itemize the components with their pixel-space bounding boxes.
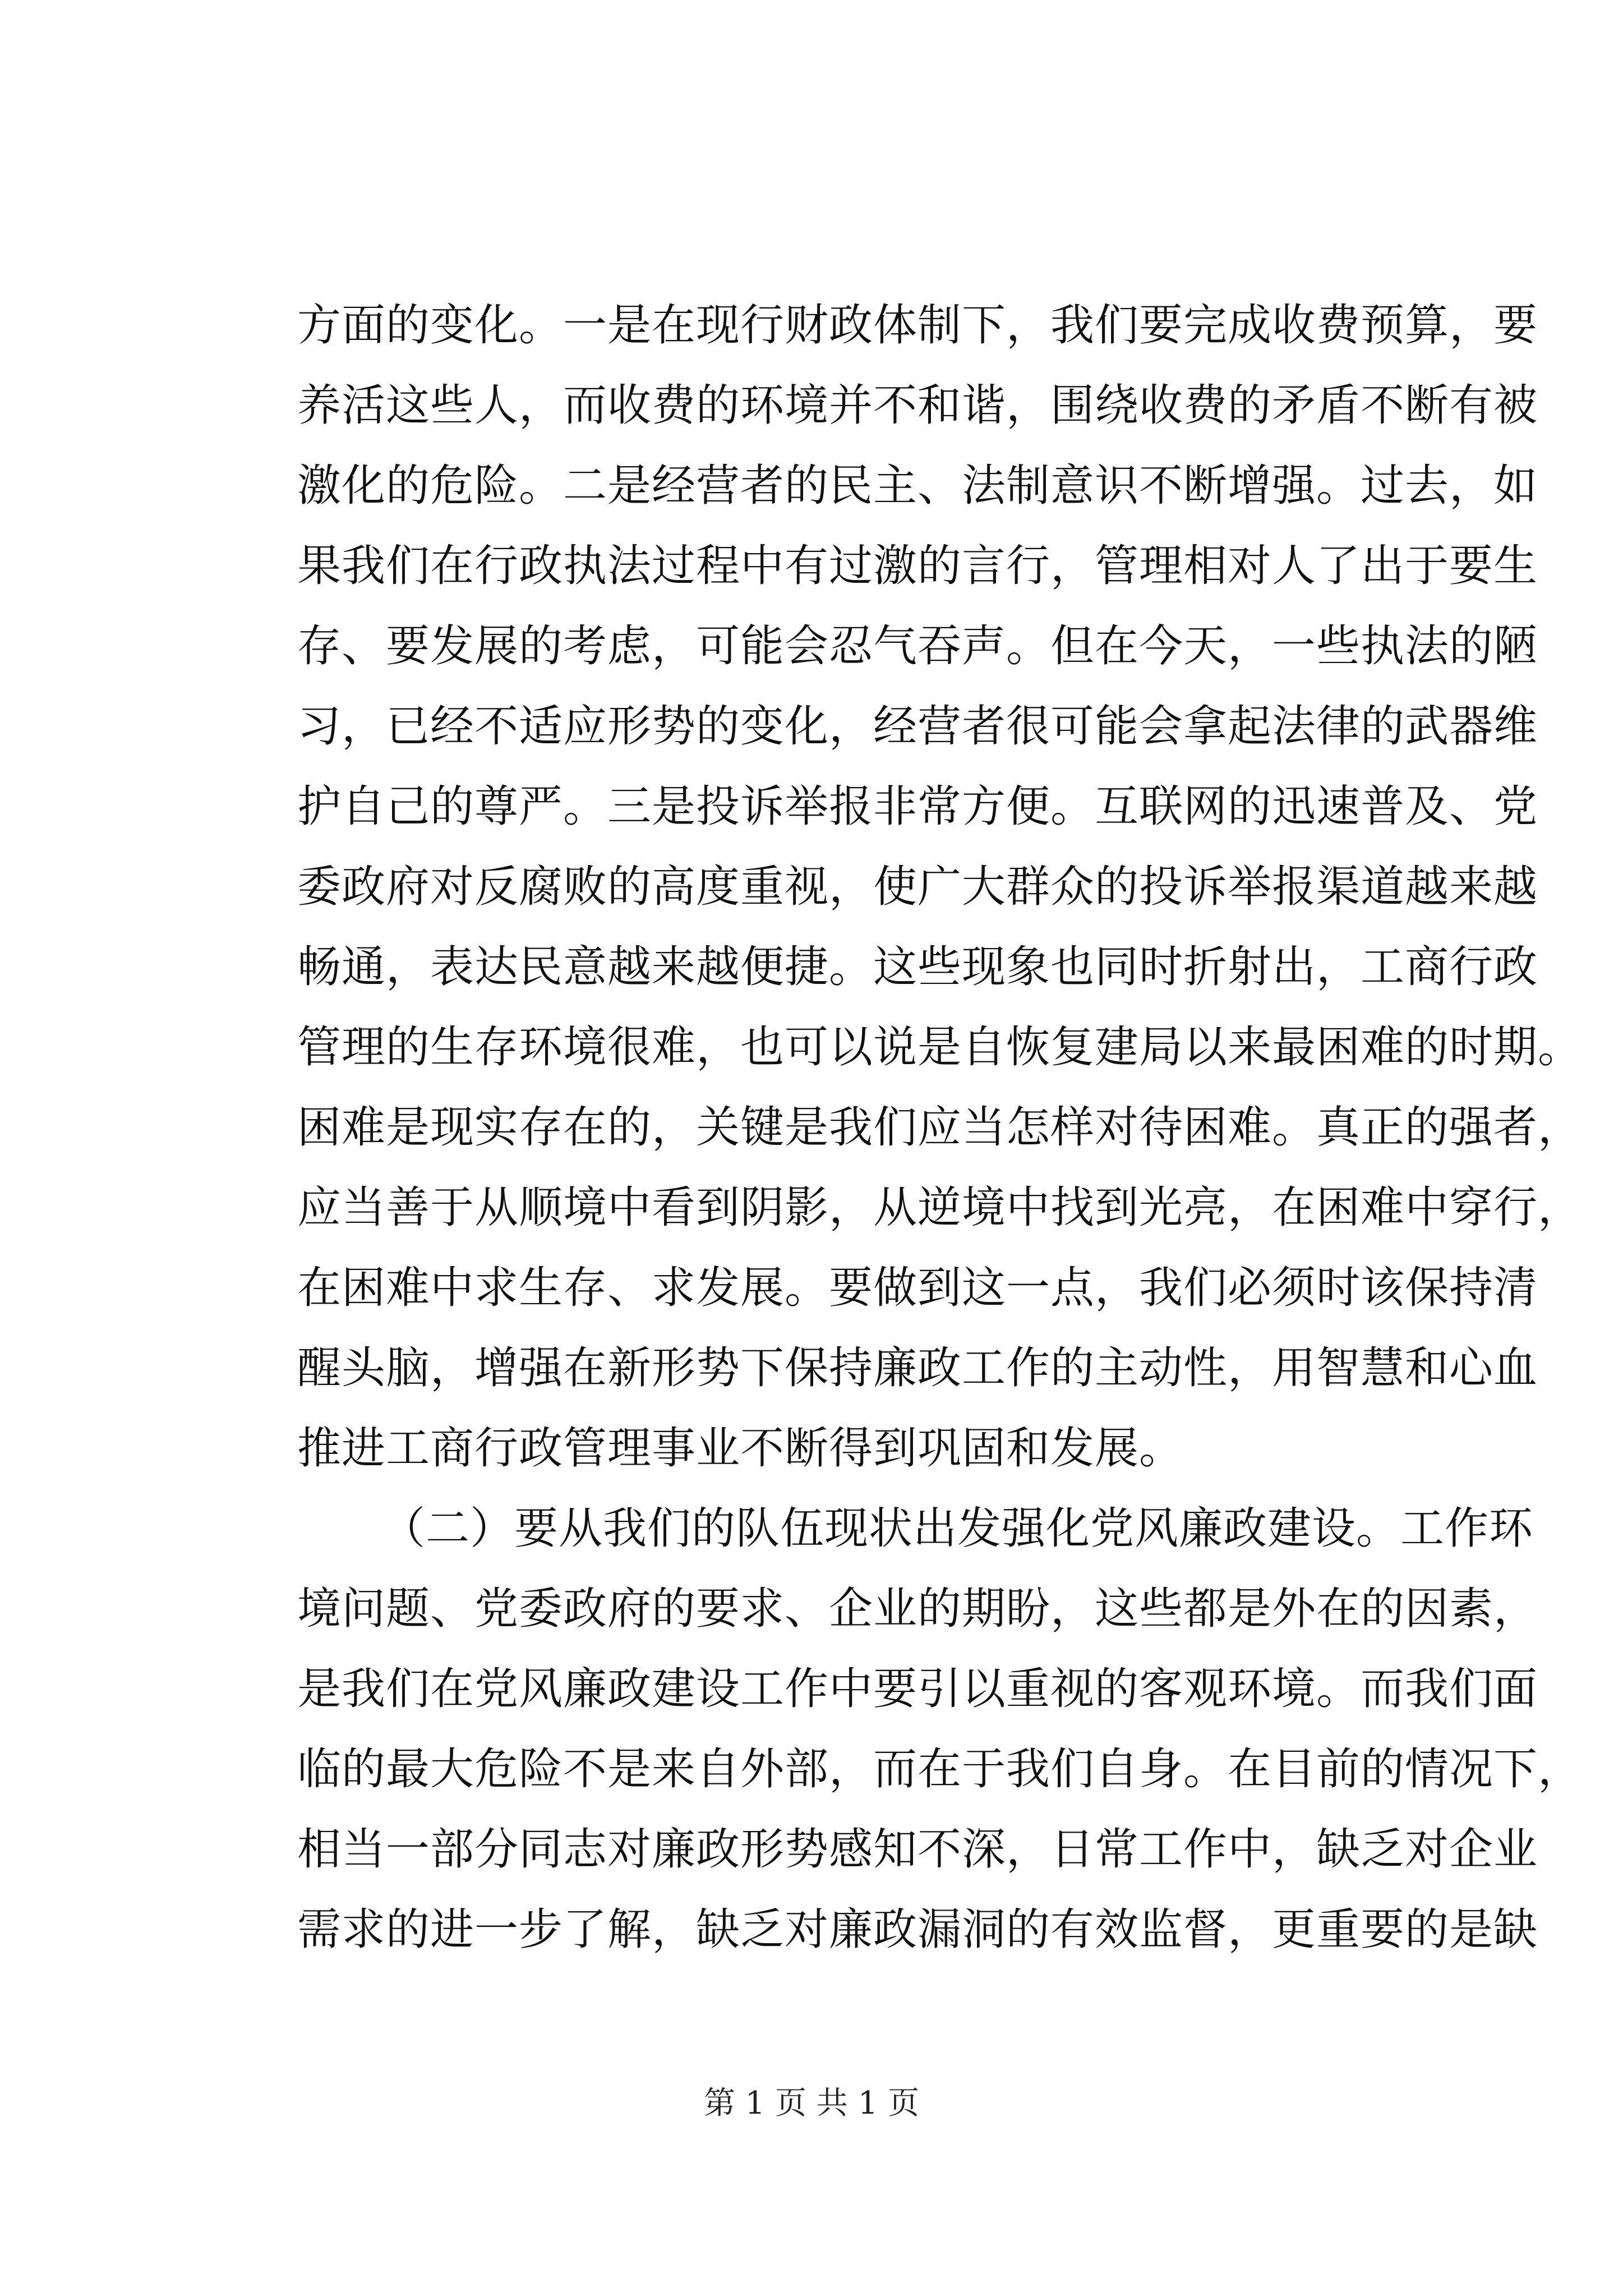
text-line: 推进工商行政管理事业不断得到巩固和发展。 (297, 1423, 1184, 1474)
text-line: 畅通，表达民意越来越便捷。这些现象也同时折射出，工商行政 (297, 942, 1538, 992)
text-line: 相当一部分同志对廉政形势感知不深，日常工作中，缺乏对企业 (297, 1824, 1538, 1875)
text-line: 习，已经不适应形势的变化，经营者很可能会拿起法律的武器维 (297, 701, 1538, 752)
text-line: 委政府对反腐败的高度重视，使广大群众的投诉举报渠道越来越 (297, 862, 1538, 912)
text-line: 醒头脑，增强在新形势下保持廉政工作的主动性，用智慧和心血 (297, 1343, 1538, 1393)
text-line: 困难是现实存在的，关键是我们应当怎样对待困难。真正的强者， (297, 1102, 1583, 1153)
text-line: 在困难中求生存、求发展。要做到这一点，我们必须时该保持清 (297, 1263, 1538, 1313)
text-line: 境问题、党委政府的要求、企业的期盼，这些都是外在的因素， (297, 1584, 1538, 1634)
text-line: 护自己的尊严。三是投诉举报非常方便。互联网的迅速普及、党 (297, 781, 1538, 832)
text-line: 是我们在党风廉政建设工作中要引以重视的客观环境。而我们面 (297, 1664, 1538, 1714)
text-line: 需求的进一步了解，缺乏对廉政漏洞的有效监督，更重要的是缺 (297, 1904, 1538, 1955)
text-line: 临的最大危险不是来自外部，而在于我们自身。在目前的情况下， (297, 1744, 1583, 1795)
text-line: 管理的生存环境很难，也可以说是自恢复建局以来最困难的时期。 (297, 1022, 1583, 1073)
page-number-footer: 第 1 页 共 1 页 (703, 2085, 920, 2122)
text-line: 果我们在行政执法过程中有过激的言行，管理相对人了出于要生 (297, 541, 1538, 591)
text-line: 应当善于从顺境中看到阴影，从逆境中找到光亮，在困难中穿行， (297, 1182, 1583, 1233)
text-line: 存、要发展的考虑，可能会忍气吞声。但在今天，一些执法的陋 (297, 621, 1538, 671)
text-line: 方面的变化。一是在现行财政体制下，我们要完成收费预算，要 (297, 300, 1538, 351)
text-line: 激化的危险。二是经营者的民主、法制意识不断增强。过去，如 (297, 461, 1538, 511)
section-heading-line: （二）要从我们的队伍现状出发强化党风廉政建设。工作环 (381, 1503, 1534, 1554)
text-line: 养活这些人，而收费的环境并不和谐，围绕收费的矛盾不断有被 (297, 380, 1538, 431)
